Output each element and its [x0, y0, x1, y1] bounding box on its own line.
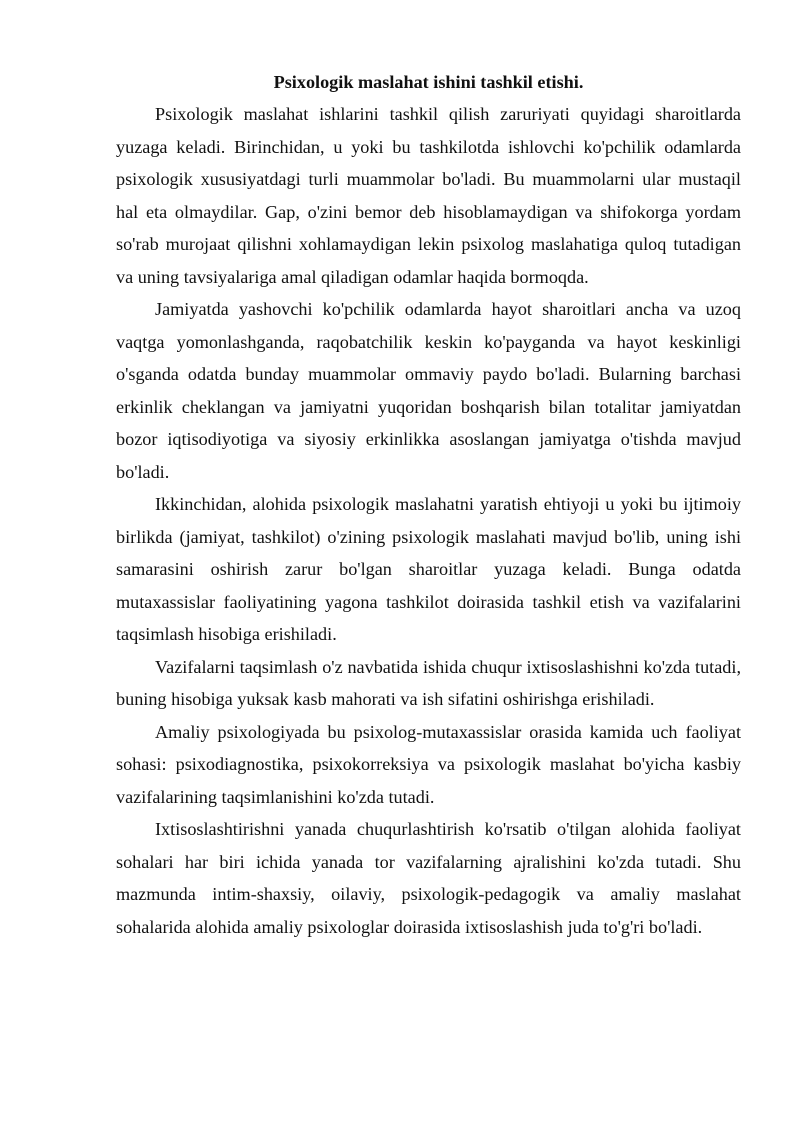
document-body	[116, 66, 741, 943]
paragraph-3: Ikkinchidan, alohida psixologik maslahatni yaratish ehtiyoji u yoki bu ijtimoiy birlikda (jamiyat, tashkilot) o'zining psixologik maslahati mavjud bo'lib, uning ishi samarasini oshirish zarur bo'lgan sharoitlar yuzaga keladi. Bunga odatda mutaxassislar faoliyatining yagona tashkilot doirasida tashkil etish va vazifalarini taqsimlash hisobiga erishiladi.	[116, 494, 741, 644]
paragraph-6: Ixtisoslashtirishni yanada chuqurlashtirish ko'rsatib o'tilgan alohida faoliyat sohalari har biri ichida yanada tor vazifalarning ajralishini ko'zda tutadi. Shu mazmunda intim-shaxsiy, oilaviy, psixologik-pedagogik va amaliy maslahat sohalarida alohida amaliy psixologlar doirasida ixtisoslashish juda to'g'ri bo'ladi.	[116, 819, 741, 937]
paragraph-2: Jamiyatda yashovchi ko'pchilik odamlarda hayot sharoitlari ancha va uzoq vaqtga yomonlashganda, raqobatchilik keskin ko'payganda va hayot keskinligi o'sganda odatda bunday muammolar ommaviy paydo bo'ladi. Bularning barchasi erkinlik cheklangan va jamiyatni yuqoridan boshqarish bilan totalitar jamiyatdan bozor iqtisodiyotiga va siyosiy erkinlikka asoslangan jamiyatga o'tishda mavjud bo'ladi.	[116, 299, 741, 482]
paragraph-5: Amaliy psixologiyada bu psixolog-mutaxassislar orasida kamida uch faoliyat sohasi: psixodiagnostika, psixokorreksiya va psixologik maslahat bo'yicha kasbiy vazifalarining taqsimlanishini ko'zda tutadi.	[116, 721, 741, 807]
document-title: Psixologik maslahat ishini tashkil etishi.	[273, 72, 584, 92]
paragraph-4: Vazifalarni taqsimlash o'z navbatida ishida chuqur ixtisoslashishni ko'zda tutadi, buning hisobiga yuksak kasb mahorati va ish sifatini oshirishga erishiladi.	[116, 656, 741, 709]
paragraph-1: Psixologik maslahat ishlarini tashkil qilish zaruriyati quyidagi sharoitlarda yuzaga keladi. Birinchidan, u yoki bu tashkilotda ishlovchi ko'pchilik odamlarda psixologik xususiyatdagi turli muammolar bo'ladi. Bu muammolarni ular mustaqil hal eta olmaydilar. Gap, o'zini bemor deb hisoblamaydigan va shifokorga yordam so'rab murojaat qilishni xohlamaydigan lekin psixolog maslahatiga quloq tutadigan va uning tavsiyalariga amal qiladigan odamlar haqida bormoqda.	[116, 104, 741, 287]
